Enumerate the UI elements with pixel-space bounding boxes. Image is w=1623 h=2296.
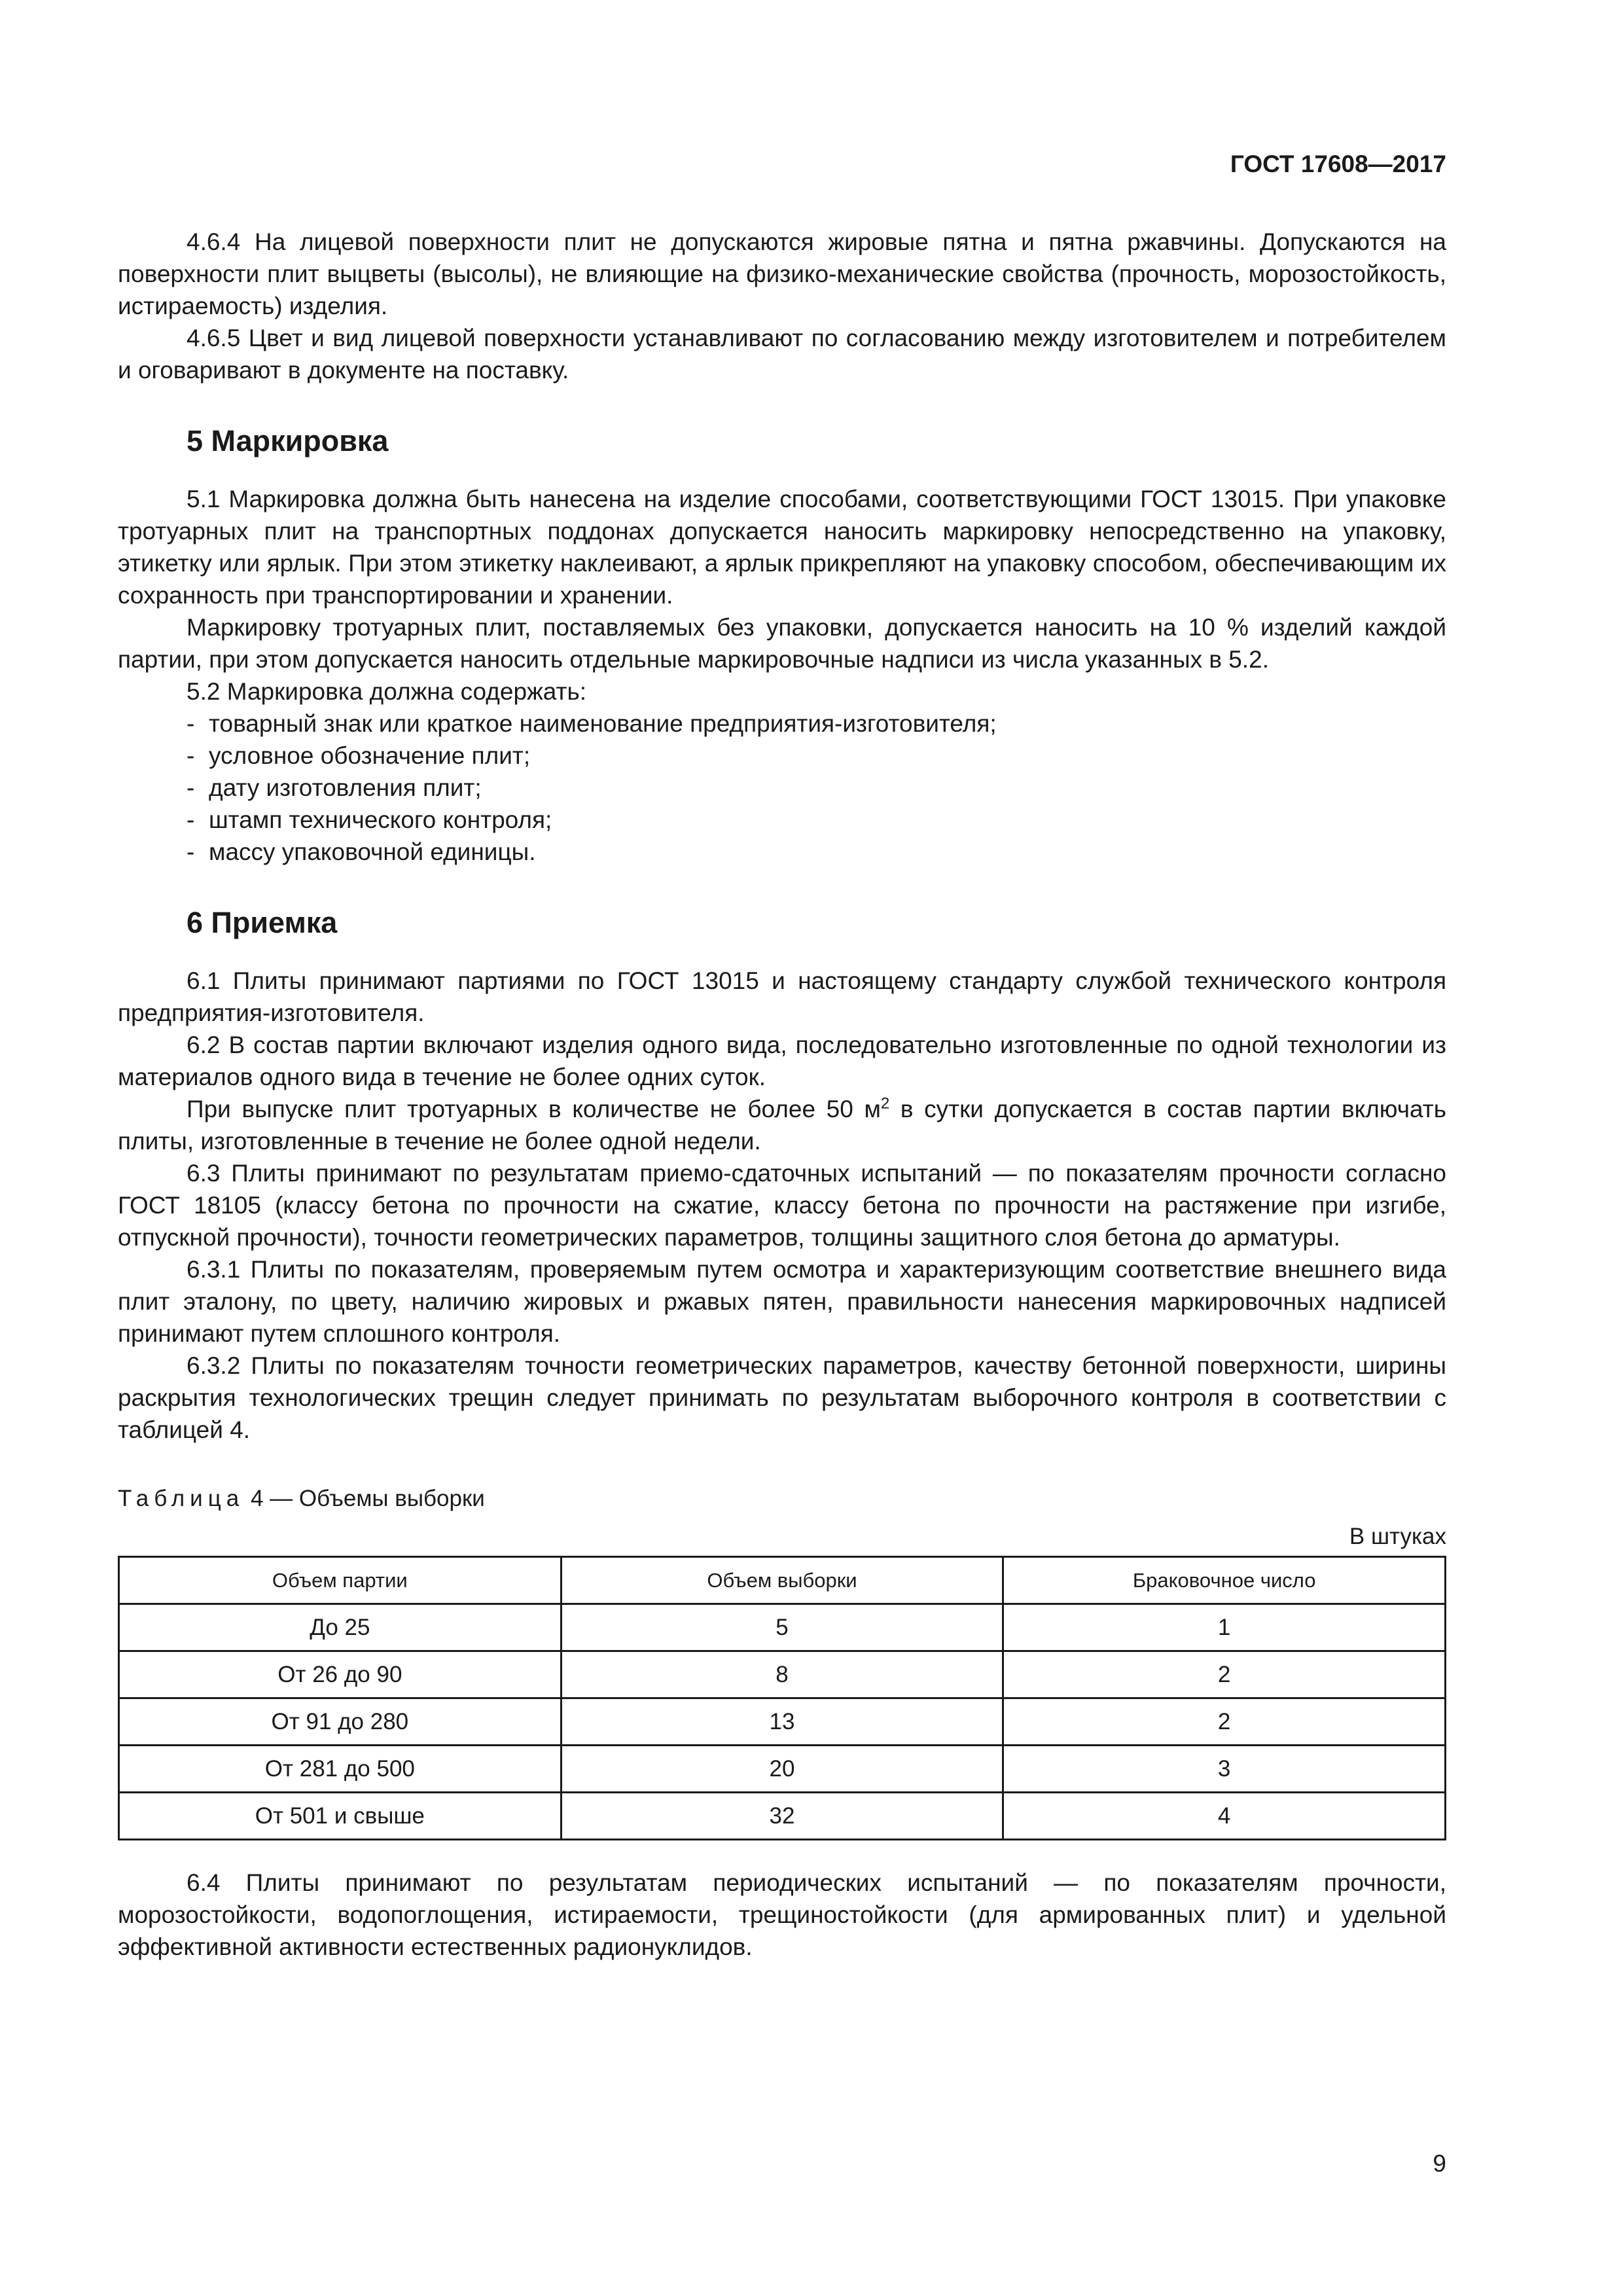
table-cell: 20: [561, 1746, 1003, 1793]
table-header-row: [119, 1557, 1446, 1604]
column-header: Браковочное число: [1003, 1557, 1446, 1604]
list-dash: -: [187, 806, 195, 833]
list-item: - штамп технического контроля;: [187, 804, 1446, 836]
table-cell: 5: [561, 1604, 1003, 1651]
paragraph-4-6-4: 4.6.4 На лицевой поверхности плит не допускаются жировые пятна и пятна ржавчины. Допускаются на поверхности плит выцветы (высолы), не влияющие на физико-механические свойства (прочность, морозостойкость, истираемость) изделия.: [118, 228, 1446, 319]
list-item: - массу упаковочной единицы.: [187, 836, 1446, 868]
paragraph-6-2: 6.2 В состав партии включают изделия одного вида, последовательно изготовленные по одной технологии из материалов одного вида в течение не более одних суток.: [118, 1031, 1446, 1090]
column-header: Объем партии: [119, 1557, 562, 1604]
table-cell: От 281 до 500: [119, 1746, 562, 1793]
table-caption: Таблица 4 — Объемы выборки: [118, 1486, 485, 1511]
table-cell: От 91 до 280: [119, 1698, 562, 1746]
section-6-title: 6 Приемка: [187, 906, 338, 939]
list-item: - товарный знак или краткое наименование предприятия-изготовителя;: [187, 708, 1446, 740]
paragraph-5-1-b: Маркировку тротуарных плит, поставляемых без упаковки, допускается наносить на 10 % изделий каждой партии, при этом допускается наносить отдельные маркировочные надписи из числа указанных в 5.2.: [118, 614, 1446, 673]
paragraph-6-3-2: 6.3.2 Плиты по показателям точности геометрических параметров, качеству бетонной поверхности, ширины раскрытия технологических трещин следует принимать по результатам выборочного контроля в соответствии с таблицей 4.: [118, 1352, 1446, 1443]
list-item: - условное обозначение плит;: [187, 740, 1446, 772]
table-cell: До 25: [119, 1604, 562, 1651]
paragraph-5-2: 5.2 Маркировка должна содержать:: [187, 678, 587, 705]
paragraph-6-3-1: 6.3.1 Плиты по показателям, проверяемым путем осмотра и характеризующим соответствие внешнего вида плит эталону, по цвету, наличию жировых и ржавых пятен, правильности нанесения маркировочных надписей принимают путем сплошного контроля.: [118, 1256, 1446, 1347]
table-cell: 13: [561, 1698, 1003, 1746]
page-header: ГОСТ 17608—2017: [1230, 151, 1446, 177]
list-item: - дату изготовления плит;: [187, 772, 1446, 804]
sample-size-table: [118, 1556, 1446, 1840]
table-cell: От 501 и свыше: [119, 1793, 562, 1840]
list-dash: -: [187, 774, 195, 801]
paragraph-5-1: 5.1 Маркировка должна быть нанесена на изделие способами, соответствующими ГОСТ 13015. При упаковке тротуарных плит на транспортных поддонах допускается наносить маркировку непосредственно на упаковку, этикетку или ярлык. При этом этикетку наклеивают, а ярлык прикрепляют на упаковку способом, обеспечивающим их сохранность при транспортировании и хранении.: [118, 486, 1446, 609]
paragraph-6-1: 6.1 Плиты принимают партиями по ГОСТ 13015 и настоящему стандарту службой технического контроля предприятия-изготовителя.: [118, 967, 1446, 1026]
table-units: В штуках: [1349, 1524, 1446, 1549]
table-row: [119, 1604, 1446, 1651]
table-row: [119, 1698, 1446, 1746]
list-dash: -: [187, 742, 195, 769]
paragraph-6-2-b: При выпуске плит тротуарных в количестве не более 50 $м^2$ в сутки допускается в состав партии включать плиты, изготовленные в течение не более одной недели.: [118, 1094, 1446, 1155]
table-cell: 32: [561, 1793, 1003, 1840]
paragraph-6-4: 6.4 Плиты принимают по результатам периодических испытаний — по показателям прочности, морозостойкости, водопоглощения, истираемости, трещиностойкости (для армированных плит) и удельной эффективной активности естественных радионуклидов.: [118, 1869, 1446, 1960]
column-header: Объем выборки: [561, 1557, 1003, 1604]
marking-list: [118, 708, 1446, 868]
list-dash: -: [187, 838, 195, 865]
section-5-title: 5 Маркировка: [187, 424, 389, 457]
page-number: 9: [1433, 2150, 1446, 2177]
table-row: [119, 1793, 1446, 1840]
table-cell: 3: [1003, 1746, 1446, 1793]
table-cell: От 26 до 90: [119, 1651, 562, 1698]
table-cell: 8: [561, 1651, 1003, 1698]
table-cell: 4: [1003, 1793, 1446, 1840]
table-cell: 2: [1003, 1651, 1446, 1698]
paragraph-6-3: 6.3 Плиты принимают по результатам приемо-сдаточных испытаний — по показателям прочности согласно ГОСТ 18105 (классу бетона по прочности на сжатие, классу бетона по прочности на растяжение при изгибе, отпускной прочности), точности геометрических параметров, толщины защитного слоя бетона до арматуры.: [118, 1160, 1446, 1251]
page-content: [118, 226, 1446, 1963]
superscript: 2: [880, 1094, 890, 1113]
table-cell: 1: [1003, 1604, 1446, 1651]
table-row: [119, 1746, 1446, 1793]
paragraph-4-6-5: 4.6.5 Цвет и вид лицевой поверхности устанавливают по согласованию между изготовителем и потребителем и оговаривают в документе на поставку.: [118, 325, 1446, 384]
table-row: [119, 1651, 1446, 1698]
table-cell: 2: [1003, 1698, 1446, 1746]
list-dash: -: [187, 710, 195, 737]
